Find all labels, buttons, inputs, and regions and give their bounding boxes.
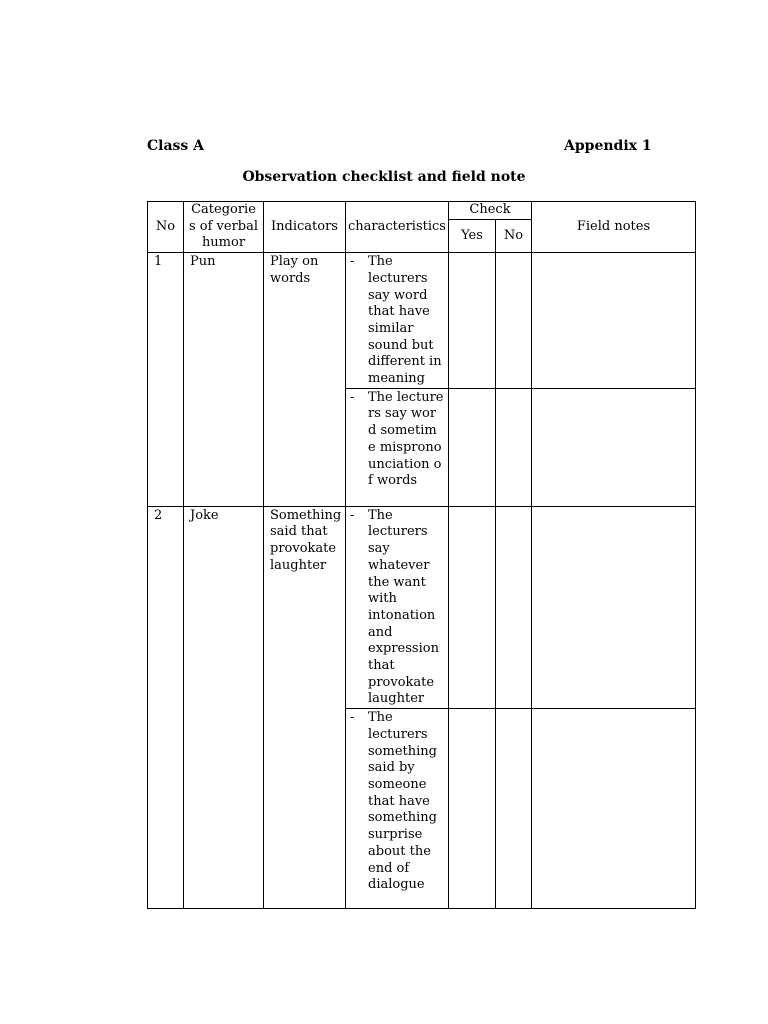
characteristic-text: The lecturers something said by someone that have something surprise about the end of dialogue (368, 710, 437, 893)
check-yes-cell[interactable] (449, 709, 496, 909)
characteristic-cell (346, 388, 449, 506)
field-notes-cell[interactable] (532, 388, 696, 506)
col-header-indicators: Indicators (264, 202, 346, 253)
bullet-dash: - (350, 507, 355, 523)
bullet-dash: - (350, 389, 355, 405)
row-indicator: Play on words (264, 253, 346, 507)
row-category: Pun (184, 253, 264, 507)
field-notes-cell[interactable] (532, 253, 696, 389)
col-header-check: Check (449, 202, 532, 220)
field-notes-cell[interactable] (532, 709, 696, 909)
appendix-label: Appendix 1 (564, 138, 652, 154)
characteristic-cell (346, 709, 449, 909)
row-indicator: Something said that provokate laughter (264, 506, 346, 908)
bullet-dash: - (350, 254, 355, 270)
characteristic-cell (346, 506, 449, 708)
check-yes-cell[interactable] (449, 506, 496, 708)
table-row (148, 506, 696, 708)
col-header-field-notes: Field notes (532, 202, 696, 253)
characteristic-text: The lecturers say word that have similar sound but different in meaning (368, 254, 442, 387)
check-no-cell[interactable] (496, 506, 532, 708)
col-header-categories: Categorie s of verbal humor (184, 202, 264, 253)
check-yes-cell[interactable] (449, 253, 496, 389)
row-number: 2 (148, 506, 184, 908)
check-no-cell[interactable] (496, 709, 532, 909)
characteristic-cell (346, 253, 449, 389)
col-header-no: No (148, 202, 184, 253)
check-no-cell[interactable] (496, 253, 532, 389)
col-header-characteristics: characteristics (346, 202, 449, 253)
table-row (148, 253, 696, 389)
document-title: Observation checklist and field note (242, 169, 526, 185)
check-yes-cell[interactable] (449, 388, 496, 506)
col-header-no-check: No (496, 219, 532, 252)
row-number: 1 (148, 253, 184, 507)
check-no-cell[interactable] (496, 388, 532, 506)
bullet-dash: - (350, 710, 355, 726)
characteristic-text: The lecturers say whatever the want with intonation and expression that provokate laughter (368, 507, 439, 707)
col-header-yes: Yes (449, 219, 496, 252)
characteristic-text: The lecturers say word sometime mispronounciation of words (368, 389, 444, 489)
row-category: Joke (184, 506, 264, 908)
class-label: Class A (147, 138, 205, 154)
observation-checklist-table (147, 201, 696, 909)
header-row (148, 202, 696, 220)
field-notes-cell[interactable] (532, 506, 696, 708)
